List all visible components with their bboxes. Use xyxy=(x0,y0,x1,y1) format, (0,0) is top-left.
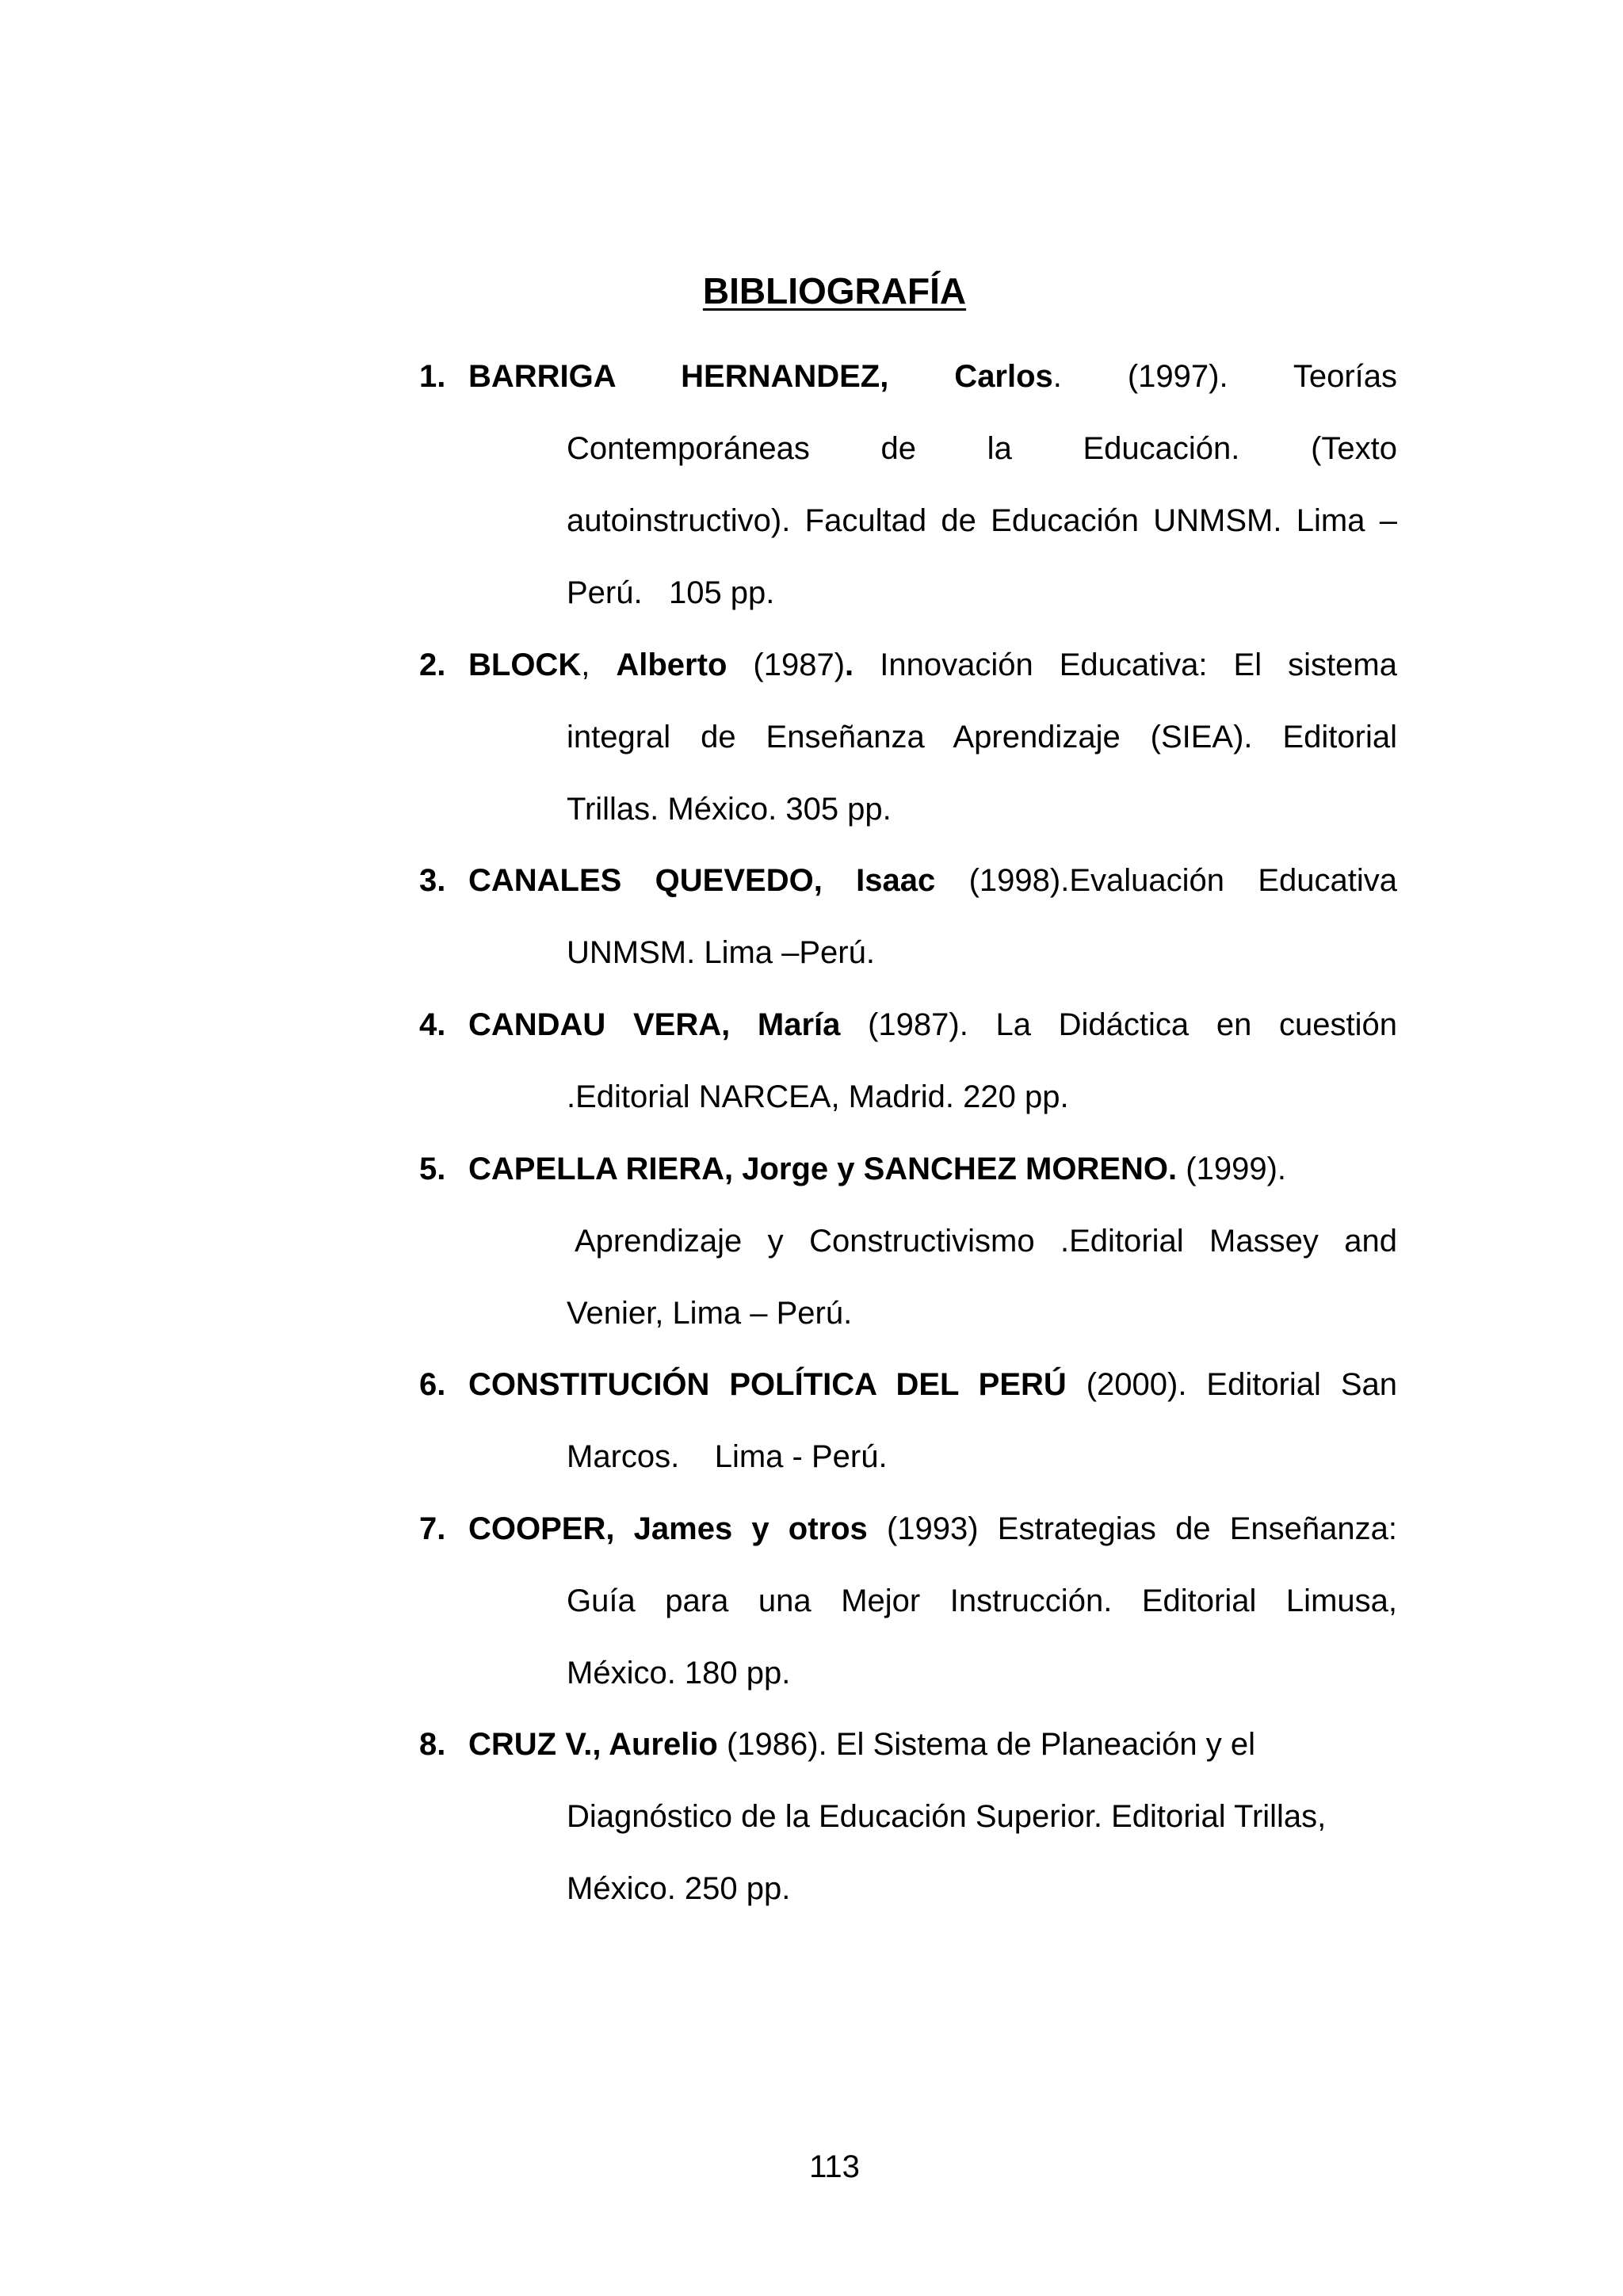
bibliography-entry-4 xyxy=(419,989,1397,1133)
entry-continuation-line: Guía para una Mejor Instrucción. Editorial Limusa, xyxy=(567,1584,1397,1618)
entry-continuation-line: Contemporáneas de la Educación. (Texto xyxy=(567,431,1397,466)
bibliography-entry-3 xyxy=(419,845,1397,989)
entry-first-line xyxy=(468,1349,1397,1421)
entry-continuation-line: autoinstructivo). Facultad de Educación UNMSM. Lima – xyxy=(567,503,1397,538)
bibliography-entry-2 xyxy=(419,629,1397,846)
entry-text: (2000). Editorial San xyxy=(1066,1367,1397,1402)
entry-author: COOPER, James y otros xyxy=(468,1511,868,1546)
entry-continuation-line: México. 250 pp. xyxy=(567,1871,791,1906)
entry-continuation-line: integral de Enseñanza Aprendizaje (SIEA). Editorial xyxy=(567,720,1397,755)
entry-first-line xyxy=(468,845,1397,917)
entry-year: (1987) xyxy=(727,648,846,682)
entry-first-line xyxy=(468,1133,1397,1205)
entry-continuation-line: Venier, Lima – Perú. xyxy=(567,1296,853,1331)
entry-text: (1998).Evaluación Educativa xyxy=(935,863,1397,898)
bibliography-entry-7 xyxy=(419,1493,1397,1710)
entry-text: Innovación Educativa: El sistema xyxy=(854,648,1397,682)
entry-number: 3. xyxy=(419,863,446,898)
entry-continuation-line: .Editorial NARCEA, Madrid. 220 pp. xyxy=(567,1079,1069,1114)
page-number: 113 xyxy=(809,2149,860,2184)
entry-continuation-line: Aprendizaje y Constructivismo .Editorial Massey and xyxy=(575,1224,1397,1259)
entry-continuation-line: Perú. 105 pp. xyxy=(567,575,775,610)
entry-continuation-line: Diagnóstico de la Educación Superior. Editorial Trillas, xyxy=(567,1799,1327,1834)
entry-text: . (1997). Teorías xyxy=(1052,359,1397,394)
entry-author: CONSTITUCIÓN POLÍTICA DEL PERÚ xyxy=(468,1367,1067,1402)
entry-number: 5. xyxy=(419,1152,446,1186)
entry-continuation-line: Marcos. Lima - Perú. xyxy=(567,1439,888,1474)
entry-author: BLOCK xyxy=(468,648,582,682)
entry-number: 2. xyxy=(419,648,446,682)
entry-first-line xyxy=(468,341,1397,413)
entry-continuation-line: Trillas. México. 305 pp. xyxy=(567,792,892,827)
entry-author-given: Alberto xyxy=(616,648,727,682)
entry-author: CRUZ V., Aurelio xyxy=(468,1727,718,1762)
entry-number: 8. xyxy=(419,1727,446,1762)
entry-number: 7. xyxy=(419,1511,446,1546)
entry-dot: . xyxy=(845,648,854,682)
entry-first-line xyxy=(468,1709,1397,1781)
bibliography-entry-1 xyxy=(419,341,1397,629)
bibliography-entry-5 xyxy=(419,1133,1397,1350)
entry-text: (1993) Estrategias de Enseñanza: xyxy=(867,1511,1398,1546)
entry-first-line xyxy=(468,1493,1397,1565)
entry-author: CANALES QUEVEDO, Isaac xyxy=(468,863,936,898)
entry-text: (1987). La Didáctica en cuestión xyxy=(840,1007,1397,1042)
page-title: BIBLIOGRAFÍA xyxy=(702,270,967,311)
entry-continuation-line: UNMSM. Lima –Perú. xyxy=(567,935,875,970)
entry-text: (1986). El Sistema de Planeación y el xyxy=(717,1727,1256,1762)
entry-author: CAPELLA RIERA, Jorge y SANCHEZ MORENO. xyxy=(468,1152,1178,1186)
entry-number: 4. xyxy=(419,1007,446,1042)
entry-number: 1. xyxy=(419,359,446,394)
entry-number: 6. xyxy=(419,1367,446,1402)
entry-author: CANDAU VERA, María xyxy=(468,1007,841,1042)
entry-separator: , xyxy=(581,648,617,682)
entry-continuation-line: México. 180 pp. xyxy=(567,1656,791,1690)
bibliography-entry-6 xyxy=(419,1349,1397,1493)
entry-author: BARRIGA HERNANDEZ, Carlos xyxy=(468,359,1053,394)
entry-first-line xyxy=(468,629,1397,701)
bibliography-entry-8 xyxy=(419,1709,1397,1925)
entry-first-line xyxy=(468,989,1397,1061)
entry-text: (1999). xyxy=(1177,1152,1287,1186)
